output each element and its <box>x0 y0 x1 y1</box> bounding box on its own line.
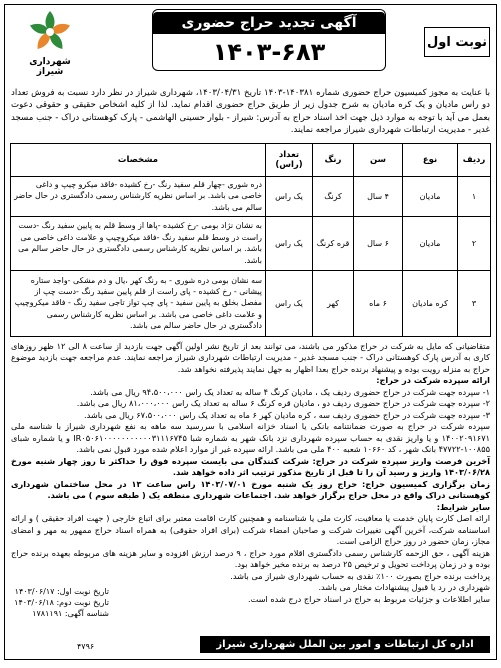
table-row <box>11 216 491 270</box>
intro-paragraph: با عنایت به مجوز کمیسیون حراج حضوری شماره ۱۴۰۳۸۱-۱۴۰۳ تاریخ ۱۴۰۳/۰۴/۳۱، شهرداری شیراز در نظر دارد نسبت به فروش تعداد دو راس مادیان و یک کره مادیان به شرح جدول زیر از طریق حراج حضوری اقدام نماید. لذا از کلیه اشخاص حقیقی و حقوقی دعوت بعمل می آید با توجه به موارد ذیل جهت اخذ اسناد حراج به آدرس: شیراز - بلوار حسینی الهاشمی - پارک کوهستانی دراک - جنب مسجد غدیر - مدیریت ارتباطات شهرداری شیراز مراجعه نمایند. <box>11 88 490 136</box>
cell-spec: سه نشان بومی دره شوری - به رنگ کهر ،یال و دم مشکی -واجد ستاره پیشانی - رخ کشیده - پای راست از قلم پایین سفید رنگ -دست چپ از مفصل بخلق به پایین سفید - پای چپ تواز تاجی سفید رنگ - فاقد میکروچیپ و علامت داغی خاصی می باشد. بر اساس نظریه کارشناس رسمی دادگستری در حال حاضر سالم می باشد. <box>11 270 266 336</box>
section-heading: ارائه سپرده شرکت در حراج: <box>376 375 490 386</box>
publication-info <box>13 586 109 619</box>
cell-spec: دره شوری -چهار قلم سفید رنگ -رخ کشیده -فاقد میکرو چیپ و داغی خاصی می باشد. بر اساس نظریه کارشناس رسمی دادگستری در حال حاضر سالم می باشد. <box>11 176 266 216</box>
body-paragraph: شهرداری در رد یا قبول پیشنهادات مختار می باشد. <box>318 582 490 593</box>
col-header-type: نوع <box>403 143 458 176</box>
body-paragraph: پرداخت برنده حراج بصورت ۱۰۰٪ نقدی به حساب شهرداری شیراز می باشد. <box>230 570 490 581</box>
cell-no: ۳ <box>458 270 491 336</box>
first-publication-date: تاریخ نوبت اول: ۱۴۰۳/۰۶/۱۷ <box>14 587 109 596</box>
cell-no: ۲ <box>458 216 491 270</box>
footer-number: ۴۷۹۶ <box>77 642 95 651</box>
cell-type: مادیان <box>403 176 458 216</box>
cell-age: ۴ سال <box>354 176 403 216</box>
col-header-no: ردیف <box>458 143 491 176</box>
edition-label: نوبت اول <box>424 27 490 57</box>
col-header-spec: مشخصات <box>11 143 266 176</box>
advertisement-page <box>4 4 497 660</box>
cell-color: کرنگ <box>313 176 354 216</box>
body-paragraph: سایر اطلاعات و جزئیات مربوط به حراج در اسناد حراج درج شده است. <box>247 593 490 604</box>
footer-bar: اداره کل ارتباطات و امور بین الملل شهرداری شیراز <box>200 636 490 653</box>
cell-count: یک راس <box>266 270 313 336</box>
section-heading: زمان برگزاری کمیسیون حراج: حراج روز یک شنبه مورخ ۱۴۰۳/۰۷/۰۱ راس ساعت ۱۳ در محل ساختمان شهرداری کوهستانی دراک واقع در محل حراج برگزار خواهد شد. اجتماعات شهرداری منطقه یک ( طبقه سوم ) می باشد. <box>11 478 490 501</box>
cell-color: کهر <box>313 270 354 336</box>
ad-title: آگهی تجدید حراج حضوری <box>153 12 385 34</box>
header <box>5 5 496 85</box>
logo <box>15 9 85 77</box>
body-paragraph: ۳- سپرده جهت شرکت در حراج حضوری ردیف سه ، کره مادیان کهر ۶ ماه به تعداد یک راس ۶۷،۵۰۰،۰۰۰ ریال می باشد. <box>84 409 490 420</box>
cell-type: مادیان <box>403 216 458 270</box>
cell-count: یک راس <box>266 216 313 270</box>
cell-color: قره کرنگ <box>313 216 354 270</box>
section-heading: آخرین فرصت واریز سپرده شرکت در حراج: شرکت کنندگان می بایست سپرده فوق را حداکثر تا روز چهار شنبه مورخ ۱۴۰۳/۰۶/۲۸ واریز و رسید آن را تا قبل از تاریخ مذکور ترتیب اثر داده خواهد شد. <box>11 455 490 478</box>
table-row <box>11 176 491 216</box>
items-table <box>10 143 491 337</box>
cell-type: کره مادیان <box>403 270 458 336</box>
body-paragraph: ارائه اصل کارت پایان خدمت یا معافیت، کارت ملی یا شناسنامه و همچنین کارت اقامت معتبر برای اتباع خارجی ( جهت افراد حقیقی ) و ارائه اساسنامه شرکت، آخرین آگهی تغییرات شرکت و صاحبان امضاء شرکت (برای افراد حقوقی) به همراه اسناد حراج ممهور به مهر و امضای مجاز، زمان حضور در روز حراج الزامی است. <box>11 513 490 547</box>
logo-name: شهرداری شیراز <box>29 57 71 77</box>
conditions-text <box>5 341 496 606</box>
body-paragraph: ۲- سپرده جهت شرکت در حراج حضوری ردیف دو ، مادیان قره کرنگ ۶ ساله به تعداد یک راس ۸۱،۰۰۰،۰۰۰ ریال می باشد. <box>76 398 490 409</box>
table-row <box>11 270 491 336</box>
body-paragraph: ۱- سپرده جهت شرکت در حراج حضوری ردیف یک ، مادیان کرنگ ۴ ساله به تعداد یک راس ۹۴،۵۰۰،۰۰۰ ریال می باشد. <box>90 386 490 397</box>
cell-age: ۶ ماه <box>354 270 403 336</box>
ad-number: ۱۴۰۳-۶۸۳ <box>212 38 326 66</box>
second-publication-date: تاریخ نوبت دوم: ۱۴۰۳/۰۶/۱۸ <box>14 598 109 607</box>
cell-no: ۱ <box>458 176 491 216</box>
ad-code: شناسه آگهی: ۱۷۸۱۱۹۱ <box>32 609 109 618</box>
table-header-row <box>11 143 491 176</box>
cell-count: یک راس <box>266 176 313 216</box>
col-header-count: تعداد (راس) <box>266 143 313 176</box>
cell-spec: به نشان نژاد بومی -رخ کشیده -پاها از وسط قلم به پایین سفید رنگ -دست راست در وسط قلم سفید رنگ -فاقد میکروچیپ و علامت داغی خاصی می باشد. بر اساس نظریه کارشناس رسمی دادگستری در حال حاضر سالم می باشد. <box>11 216 266 270</box>
body-paragraph: متقاضیانی که مایل به شرکت در حراج مذکور می باشند، می توانند بعد از تاریخ نشر اولین آگهی جهت بازدید از ساعت ۸ الی ۱۲ ظهر روزهای کاری به آدرس پارک کوهستانی دراک - جنب مسجد غدیر - مدیریت ارتباطات شهرداری شیراز مراجعه نمایند. عدم مراجعه جهت بازدید موضوع حراج به منزله رویت بوده و پیشنهاد برنده حراج بعدا اظهار به جهل نمایند پذیرفته نخواهد شد. <box>11 340 490 374</box>
cell-age: ۶ سال <box>354 216 403 270</box>
body-paragraph: سپرده شرکت در حراج به صورت ضمانتنامه بانکی یا اسناد خزانه اسلامی با سررسید سه ماهه به نفع شهرداری شیراز با شناسه ملی ۱۴۰۰۲۰۹۱۶۷۱ و یا واریز نقدی به حساب سپرده شهرداری نزد بانک شهر به شماره شبا IR۰۵۰۶۱۰۰۰۰۰۰۰۰۰۰۰۳۱۱۱۶۷۴۵ و یا شماره شبای ۱۰۰۸۵۵-۴۷۷۲۲ بانک شهر ، کد ۱۰۶۶۰ شعبه ۴۰۰ ملی می باشد. ارائه سپرده غیر از موارد اعلام شده مورد قبول نمی باشد. <box>11 421 490 455</box>
col-header-color: رنگ <box>313 143 354 176</box>
body-paragraph: هزینه آگهی ، حق الزحمه کارشناس رسمی دادگستری اقلام مورد حراج ، ۹ درصد ارزش افزوده و سایر هزینه های مربوطه بعهده برنده حراج بوده و در زمان پرداخت تحویل و ترخیص ۲۵ درصد به برنده مخیر خواهد بود. <box>11 547 490 570</box>
title-box <box>152 9 386 71</box>
shiraz-municipality-logo-icon <box>27 9 73 55</box>
section-heading: سایر شرایط: <box>436 501 490 512</box>
col-header-age: سن <box>354 143 403 176</box>
